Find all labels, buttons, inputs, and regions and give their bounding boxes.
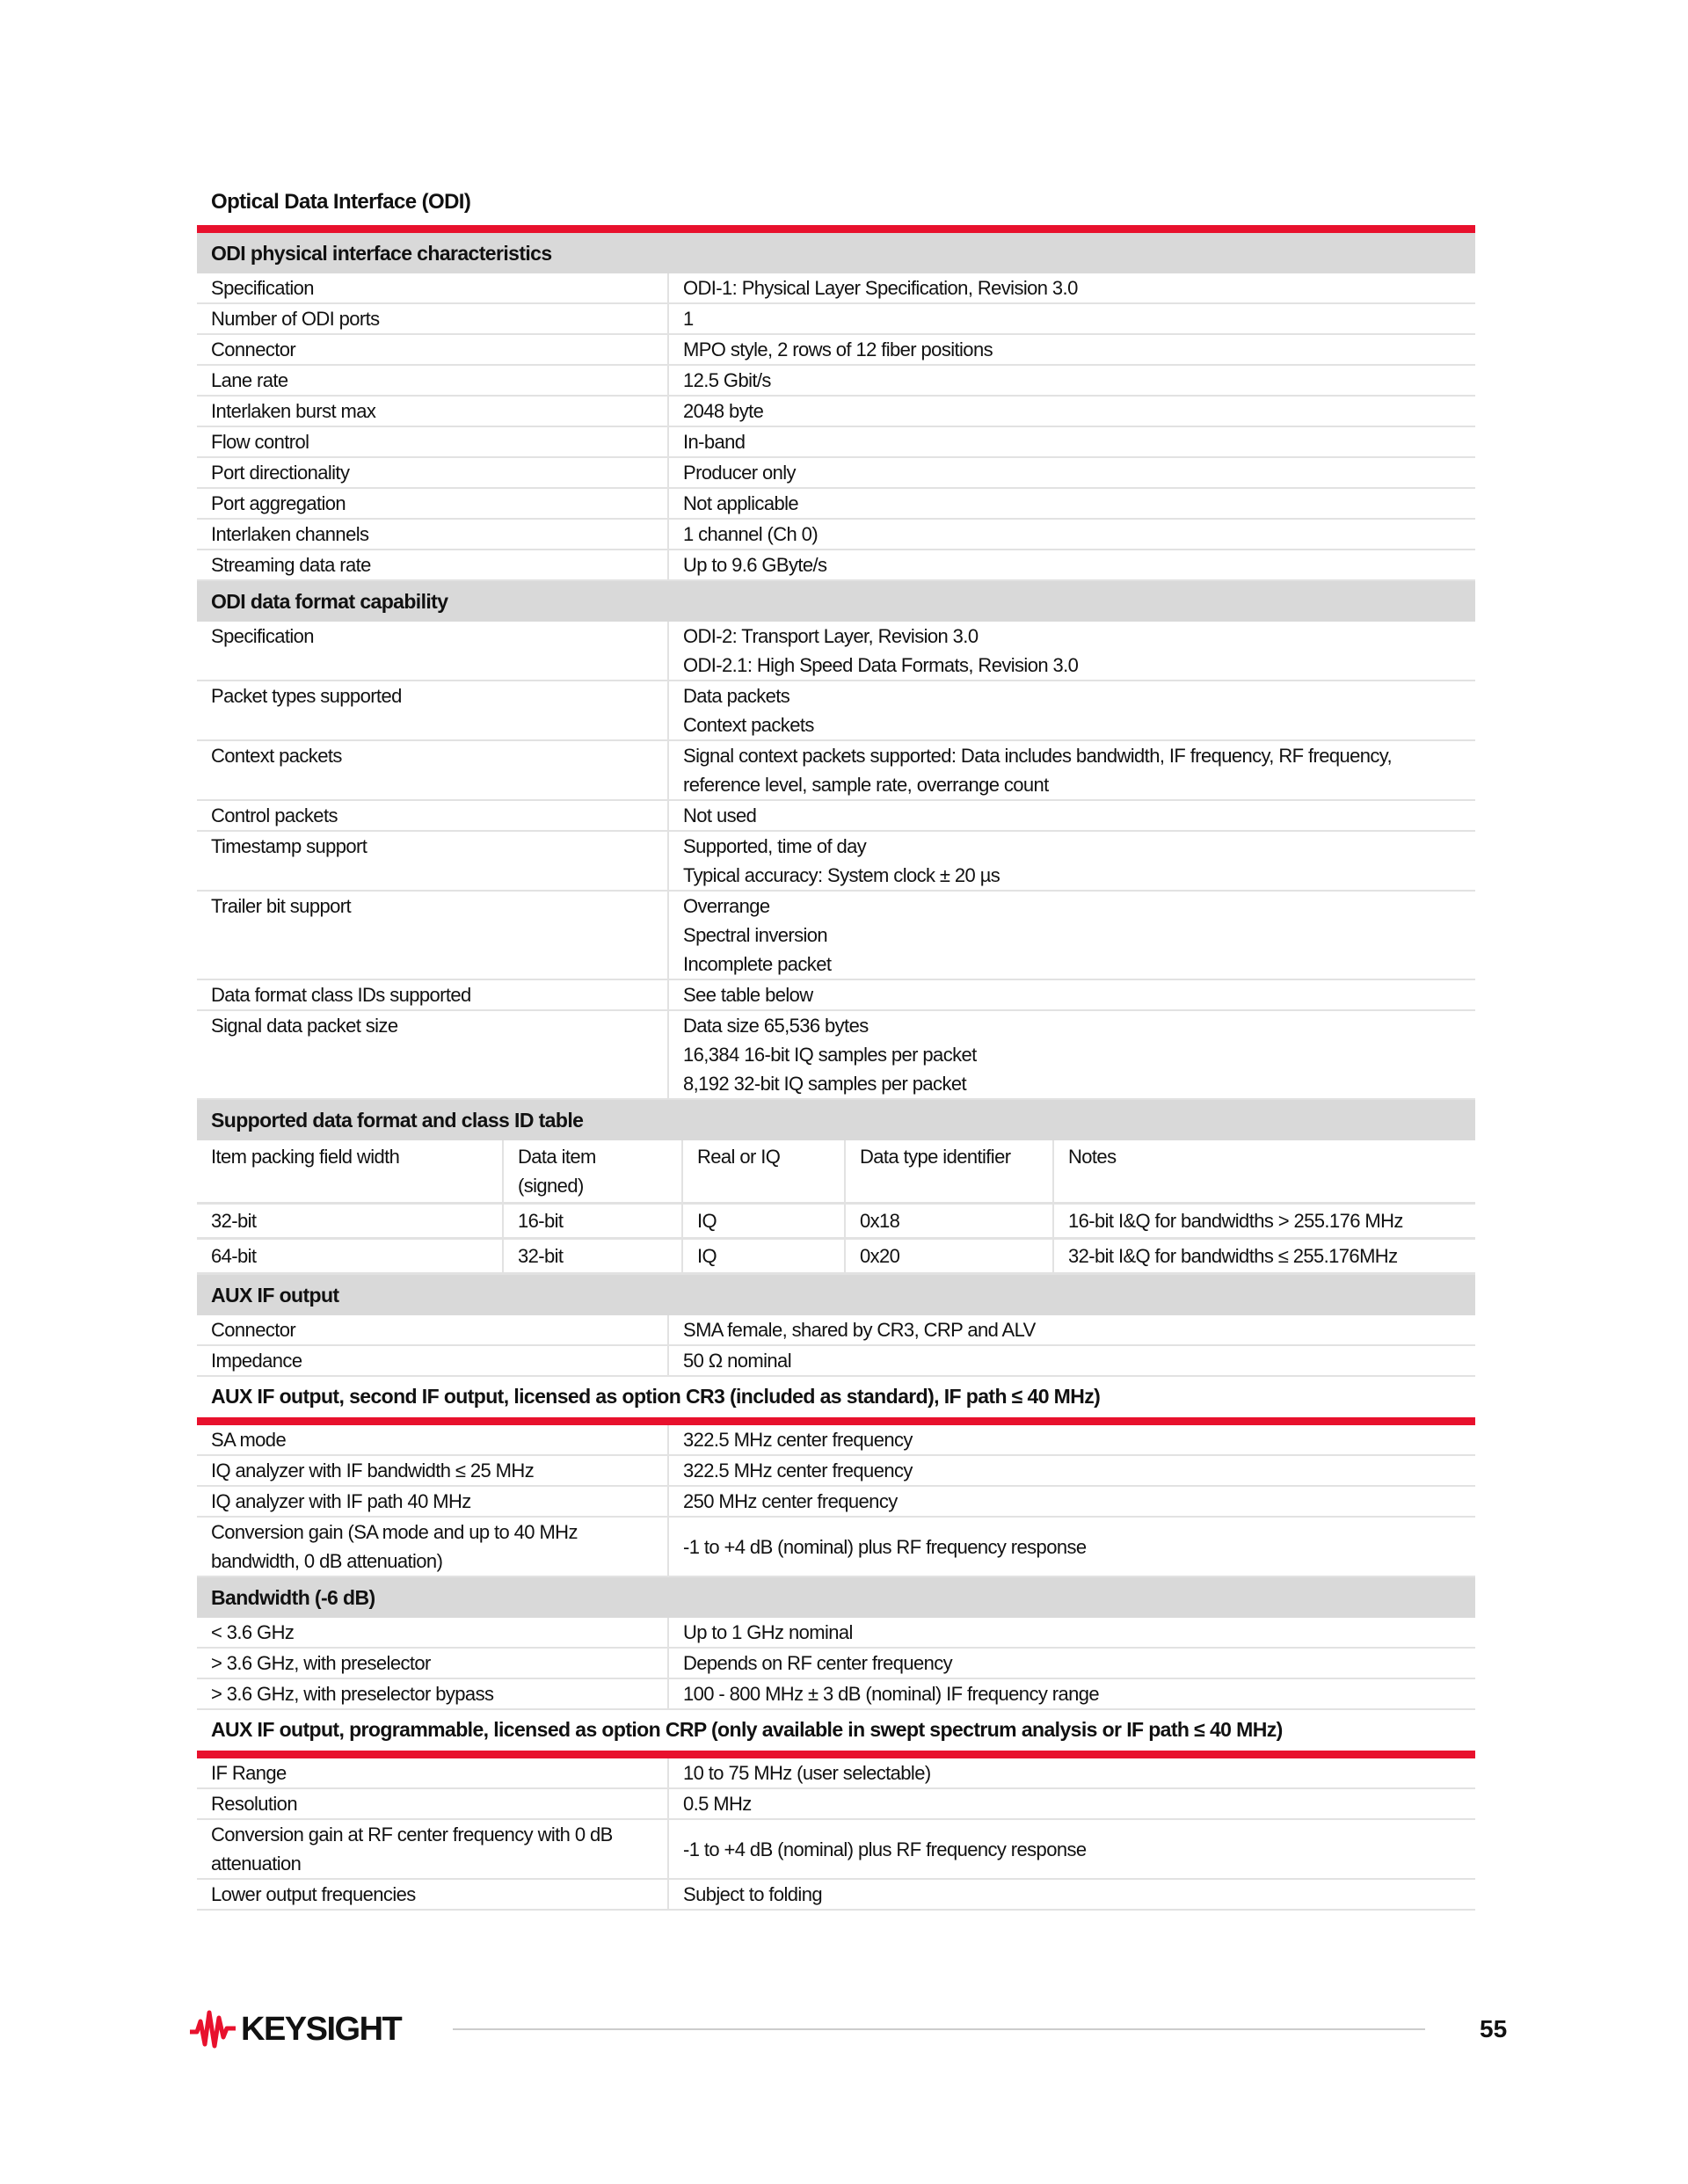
row-value bbox=[669, 397, 1475, 426]
class-id-cell bbox=[504, 1240, 683, 1272]
table-row bbox=[197, 1679, 1475, 1710]
class-id-row bbox=[197, 1205, 1475, 1240]
cell-line: Data size 65,536 bytes bbox=[683, 1015, 869, 1037]
row-label bbox=[197, 397, 669, 426]
row-label bbox=[197, 489, 669, 518]
row-label bbox=[197, 304, 669, 333]
row-value bbox=[669, 1649, 1475, 1678]
cell-line: IF Range bbox=[211, 1762, 287, 1784]
cell-line: 32-bit bbox=[518, 1245, 564, 1267]
cell-line: Specification bbox=[211, 277, 314, 299]
row-value bbox=[669, 458, 1475, 487]
cell-line: > 3.6 GHz, with preselector bbox=[211, 1652, 431, 1674]
row-value bbox=[669, 980, 1475, 1009]
cell-line: Context packets bbox=[211, 745, 342, 767]
cell-line: MPO style, 2 rows of 12 fiber positions bbox=[683, 339, 993, 360]
row-label bbox=[197, 1518, 669, 1576]
row-value bbox=[669, 489, 1475, 518]
cell-line: 0.5 MHz bbox=[683, 1793, 752, 1815]
cell-line: IQ analyzer with IF path 40 MHz bbox=[211, 1490, 471, 1512]
row-value bbox=[669, 681, 1475, 739]
class-id-cell bbox=[504, 1205, 683, 1237]
option-header: AUX IF output, programmable, licensed as option CRP (only available in swept spectrum analysis or IF path ≤ 40 MHz) bbox=[211, 1718, 1283, 1741]
cell-line: Number of ODI ports bbox=[211, 308, 380, 330]
cell-line: Item packing field width bbox=[211, 1146, 400, 1168]
cell-line: IQ bbox=[697, 1245, 717, 1267]
cell-line: Subject to folding bbox=[683, 1883, 822, 1905]
footer-divider bbox=[453, 2028, 1425, 2030]
row-value bbox=[669, 741, 1475, 799]
row-label bbox=[197, 832, 669, 890]
cell-line: Signal data packet size bbox=[211, 1015, 398, 1037]
brand-name: KEYSIGHT bbox=[241, 2010, 402, 2048]
table-row bbox=[197, 1011, 1475, 1100]
cell-line: 1 bbox=[683, 308, 694, 330]
row-label bbox=[197, 892, 669, 979]
cell-line: In-band bbox=[683, 431, 746, 453]
row-value bbox=[669, 1456, 1475, 1485]
cell-line: Conversion gain at RF center frequency with 0 dB bbox=[211, 1824, 613, 1845]
cell-line: Interlaken burst max bbox=[211, 400, 376, 422]
row-value bbox=[669, 1758, 1475, 1787]
table-row bbox=[197, 1425, 1475, 1456]
table-row bbox=[197, 1456, 1475, 1487]
class-id-cell bbox=[683, 1140, 846, 1202]
table-row bbox=[197, 980, 1475, 1011]
cell-line: ODI-1: Physical Layer Specification, Revision 3.0 bbox=[683, 277, 1078, 299]
red-rule bbox=[197, 1751, 1475, 1758]
class-id-cell bbox=[683, 1205, 846, 1237]
cell-line: Notes bbox=[1068, 1146, 1117, 1168]
row-label bbox=[197, 520, 669, 549]
cell-line: Streaming data rate bbox=[211, 554, 371, 576]
cell-line: reference level, sample rate, overrange count bbox=[683, 774, 1049, 796]
cell-line: Packet types supported bbox=[211, 685, 402, 707]
class-id-row bbox=[197, 1240, 1475, 1275]
table-row bbox=[197, 335, 1475, 366]
cell-line: 322.5 MHz center frequency bbox=[683, 1429, 913, 1451]
row-value bbox=[669, 520, 1475, 549]
cell-line: Spectral inversion bbox=[683, 924, 828, 946]
cell-line: Up to 9.6 GByte/s bbox=[683, 554, 827, 576]
cell-line: Lane rate bbox=[211, 369, 288, 391]
table-row bbox=[197, 1618, 1475, 1649]
row-value bbox=[669, 335, 1475, 364]
cell-line: Data packets bbox=[683, 685, 790, 707]
class-id-cell bbox=[1054, 1240, 1475, 1272]
row-label bbox=[197, 801, 669, 830]
cell-line: bandwidth, 0 dB attenuation) bbox=[211, 1550, 443, 1572]
section-header: ODI data format capability bbox=[197, 581, 1475, 622]
cell-line: > 3.6 GHz, with preselector bypass bbox=[211, 1683, 494, 1705]
cell-line: Typical accuracy: System clock ± 20 µs bbox=[683, 864, 1000, 886]
row-label bbox=[197, 1011, 669, 1098]
row-label bbox=[197, 1425, 669, 1454]
row-value bbox=[669, 427, 1475, 456]
row-label bbox=[197, 1820, 669, 1878]
row-value bbox=[669, 1518, 1475, 1576]
cell-line: Connector bbox=[211, 1319, 296, 1341]
row-value bbox=[669, 1789, 1475, 1818]
table-row bbox=[197, 273, 1475, 304]
row-value bbox=[669, 366, 1475, 395]
row-label bbox=[197, 1315, 669, 1344]
cell-line: Resolution bbox=[211, 1793, 297, 1815]
cell-line: Impedance bbox=[211, 1350, 302, 1372]
cell-line: Not used bbox=[683, 804, 757, 826]
table-row bbox=[197, 304, 1475, 335]
cell-line: 2048 byte bbox=[683, 400, 764, 422]
row-value bbox=[669, 801, 1475, 830]
row-label bbox=[197, 366, 669, 395]
cell-line: Real or IQ bbox=[697, 1146, 781, 1168]
cell-line: 1 channel (Ch 0) bbox=[683, 523, 819, 545]
cell-line: See table below bbox=[683, 984, 813, 1006]
cell-line: 12.5 Gbit/s bbox=[683, 369, 771, 391]
class-id-cell bbox=[846, 1140, 1054, 1202]
keysight-logo bbox=[190, 2009, 401, 2049]
row-value bbox=[669, 1425, 1475, 1454]
cell-line: 16-bit I&Q for bandwidths > 255.176 MHz bbox=[1068, 1210, 1403, 1232]
row-value bbox=[669, 1346, 1475, 1375]
row-label bbox=[197, 980, 669, 1009]
red-rule bbox=[197, 1417, 1475, 1425]
cell-line: -1 to +4 dB (nominal) plus RF frequency response bbox=[683, 1535, 1087, 1558]
row-label bbox=[197, 681, 669, 739]
row-value bbox=[669, 1315, 1475, 1344]
class-id-cell bbox=[197, 1240, 504, 1272]
row-value bbox=[669, 1679, 1475, 1708]
table-row bbox=[197, 489, 1475, 520]
row-label bbox=[197, 1487, 669, 1516]
cell-line: Timestamp support bbox=[211, 835, 367, 857]
class-id-row bbox=[197, 1140, 1475, 1205]
cell-line: Incomplete packet bbox=[683, 953, 832, 975]
cell-line: Conversion gain (SA mode and up to 40 MHz bbox=[211, 1521, 578, 1543]
table-row bbox=[197, 1518, 1475, 1577]
cell-line: ODI-2: Transport Layer, Revision 3.0 bbox=[683, 625, 979, 647]
table-row bbox=[197, 892, 1475, 980]
cell-line: 64-bit bbox=[211, 1245, 257, 1267]
cell-line: IQ analyzer with IF bandwidth ≤ 25 MHz bbox=[211, 1460, 535, 1481]
row-value bbox=[669, 304, 1475, 333]
red-rule bbox=[197, 225, 1475, 233]
cell-line: 32-bit bbox=[211, 1210, 257, 1232]
table-row bbox=[197, 550, 1475, 581]
cell-line: Up to 1 GHz nominal bbox=[683, 1621, 853, 1643]
row-value bbox=[669, 1487, 1475, 1516]
cell-line: Lower output frequencies bbox=[211, 1883, 416, 1905]
row-value bbox=[669, 273, 1475, 302]
section-header: Bandwidth (-6 dB) bbox=[197, 1577, 1475, 1618]
spec-table bbox=[197, 225, 1475, 1911]
cell-line: 250 MHz center frequency bbox=[683, 1490, 898, 1512]
row-label bbox=[197, 1618, 669, 1647]
cell-line: Signal context packets supported: Data includes bandwidth, IF frequency, RF frequency, bbox=[683, 745, 1393, 767]
cell-line: Data item bbox=[518, 1146, 596, 1168]
row-value bbox=[669, 1820, 1475, 1878]
row-label bbox=[197, 427, 669, 456]
row-value bbox=[669, 892, 1475, 979]
row-label bbox=[197, 550, 669, 579]
class-id-cell bbox=[1054, 1205, 1475, 1237]
cell-line: 322.5 MHz center frequency bbox=[683, 1460, 913, 1481]
page-number: 55 bbox=[1480, 2015, 1508, 2042]
cell-line: Connector bbox=[211, 339, 296, 360]
table-row bbox=[197, 1880, 1475, 1911]
row-value bbox=[669, 622, 1475, 680]
cell-line: Port aggregation bbox=[211, 492, 346, 514]
cell-line: ODI-2.1: High Speed Data Formats, Revision 3.0 bbox=[683, 654, 1079, 676]
cell-line: 0x20 bbox=[860, 1245, 900, 1267]
table-row bbox=[197, 832, 1475, 892]
row-value bbox=[669, 1011, 1475, 1098]
section-header: ODI physical interface characteristics bbox=[197, 233, 1475, 273]
table-row bbox=[197, 1487, 1475, 1518]
table-row bbox=[197, 741, 1475, 801]
cell-line: Port directionality bbox=[211, 462, 350, 484]
row-value bbox=[669, 1880, 1475, 1909]
cell-line: 32-bit I&Q for bandwidths ≤ 255.176MHz bbox=[1068, 1245, 1398, 1267]
class-id-cell bbox=[197, 1140, 504, 1202]
class-id-cell bbox=[683, 1240, 846, 1272]
class-id-cell bbox=[197, 1205, 504, 1237]
row-label bbox=[197, 1346, 669, 1375]
cell-line: Supported, time of day bbox=[683, 835, 867, 857]
cell-line: < 3.6 GHz bbox=[211, 1621, 295, 1643]
class-id-cell bbox=[504, 1140, 683, 1202]
option-header: AUX IF output, second IF output, licensed as option CR3 (included as standard), IF path ≤ 40 MHz) bbox=[211, 1385, 1101, 1408]
table-row bbox=[197, 397, 1475, 427]
row-label bbox=[197, 335, 669, 364]
table-row bbox=[197, 622, 1475, 681]
cell-line: Flow control bbox=[211, 431, 309, 453]
row-label bbox=[197, 1758, 669, 1787]
row-label bbox=[197, 1880, 669, 1909]
cell-line: (signed) bbox=[518, 1175, 584, 1197]
table-row bbox=[197, 366, 1475, 397]
cell-line: IQ bbox=[697, 1210, 717, 1232]
table-row bbox=[197, 1346, 1475, 1377]
row-value bbox=[669, 832, 1475, 890]
cell-line: SA mode bbox=[211, 1429, 287, 1451]
cell-line: Control packets bbox=[211, 804, 338, 826]
cell-line: Overrange bbox=[683, 895, 770, 917]
cell-line: Data type identifier bbox=[860, 1146, 1011, 1168]
cell-line: 10 to 75 MHz (user selectable) bbox=[683, 1762, 931, 1784]
row-value bbox=[669, 1618, 1475, 1647]
table-row bbox=[197, 458, 1475, 489]
table-row bbox=[197, 801, 1475, 832]
cell-line: Producer only bbox=[683, 462, 796, 484]
section-header: Supported data format and class ID table bbox=[197, 1100, 1475, 1140]
table-row bbox=[197, 1758, 1475, 1789]
table-row bbox=[197, 1315, 1475, 1346]
cell-line: Depends on RF center frequency bbox=[683, 1652, 953, 1674]
page-title: Optical Data Interface (ODI) bbox=[211, 190, 471, 214]
table-row bbox=[197, 1649, 1475, 1679]
class-id-cell bbox=[1054, 1140, 1475, 1202]
table-row bbox=[197, 1820, 1475, 1880]
row-label bbox=[197, 1789, 669, 1818]
table-row bbox=[197, 1789, 1475, 1820]
keysight-wave-icon bbox=[190, 2009, 236, 2049]
row-label bbox=[197, 1649, 669, 1678]
cell-line: Specification bbox=[211, 625, 314, 647]
cell-line: attenuation bbox=[211, 1853, 302, 1875]
cell-line: 16,384 16-bit IQ samples per packet bbox=[683, 1044, 977, 1066]
cell-line: SMA female, shared by CR3, CRP and ALV bbox=[683, 1319, 1036, 1341]
cell-line: 16-bit bbox=[518, 1210, 564, 1232]
class-id-cell bbox=[846, 1205, 1054, 1237]
row-value bbox=[669, 550, 1475, 579]
cell-line: Context packets bbox=[683, 714, 814, 736]
row-label bbox=[197, 1679, 669, 1708]
row-label bbox=[197, 622, 669, 680]
cell-line: -1 to +4 dB (nominal) plus RF frequency response bbox=[683, 1838, 1087, 1860]
row-label bbox=[197, 741, 669, 799]
cell-line: 100 - 800 MHz ± 3 dB (nominal) IF frequency range bbox=[683, 1683, 1100, 1705]
class-id-cell bbox=[846, 1240, 1054, 1272]
cell-line: Data format class IDs supported bbox=[211, 984, 471, 1006]
cell-line: Not applicable bbox=[683, 492, 799, 514]
cell-line: Interlaken channels bbox=[211, 523, 369, 545]
cell-line: 0x18 bbox=[860, 1210, 900, 1232]
row-label bbox=[197, 458, 669, 487]
table-row bbox=[197, 520, 1475, 550]
table-row bbox=[197, 681, 1475, 741]
table-row bbox=[197, 427, 1475, 458]
section-header: AUX IF output bbox=[197, 1275, 1475, 1315]
row-label bbox=[197, 1456, 669, 1485]
cell-line: Trailer bit support bbox=[211, 895, 351, 917]
cell-line: 8,192 32-bit IQ samples per packet bbox=[683, 1073, 967, 1095]
row-label bbox=[197, 273, 669, 302]
cell-line: 50 Ω nominal bbox=[683, 1350, 791, 1372]
